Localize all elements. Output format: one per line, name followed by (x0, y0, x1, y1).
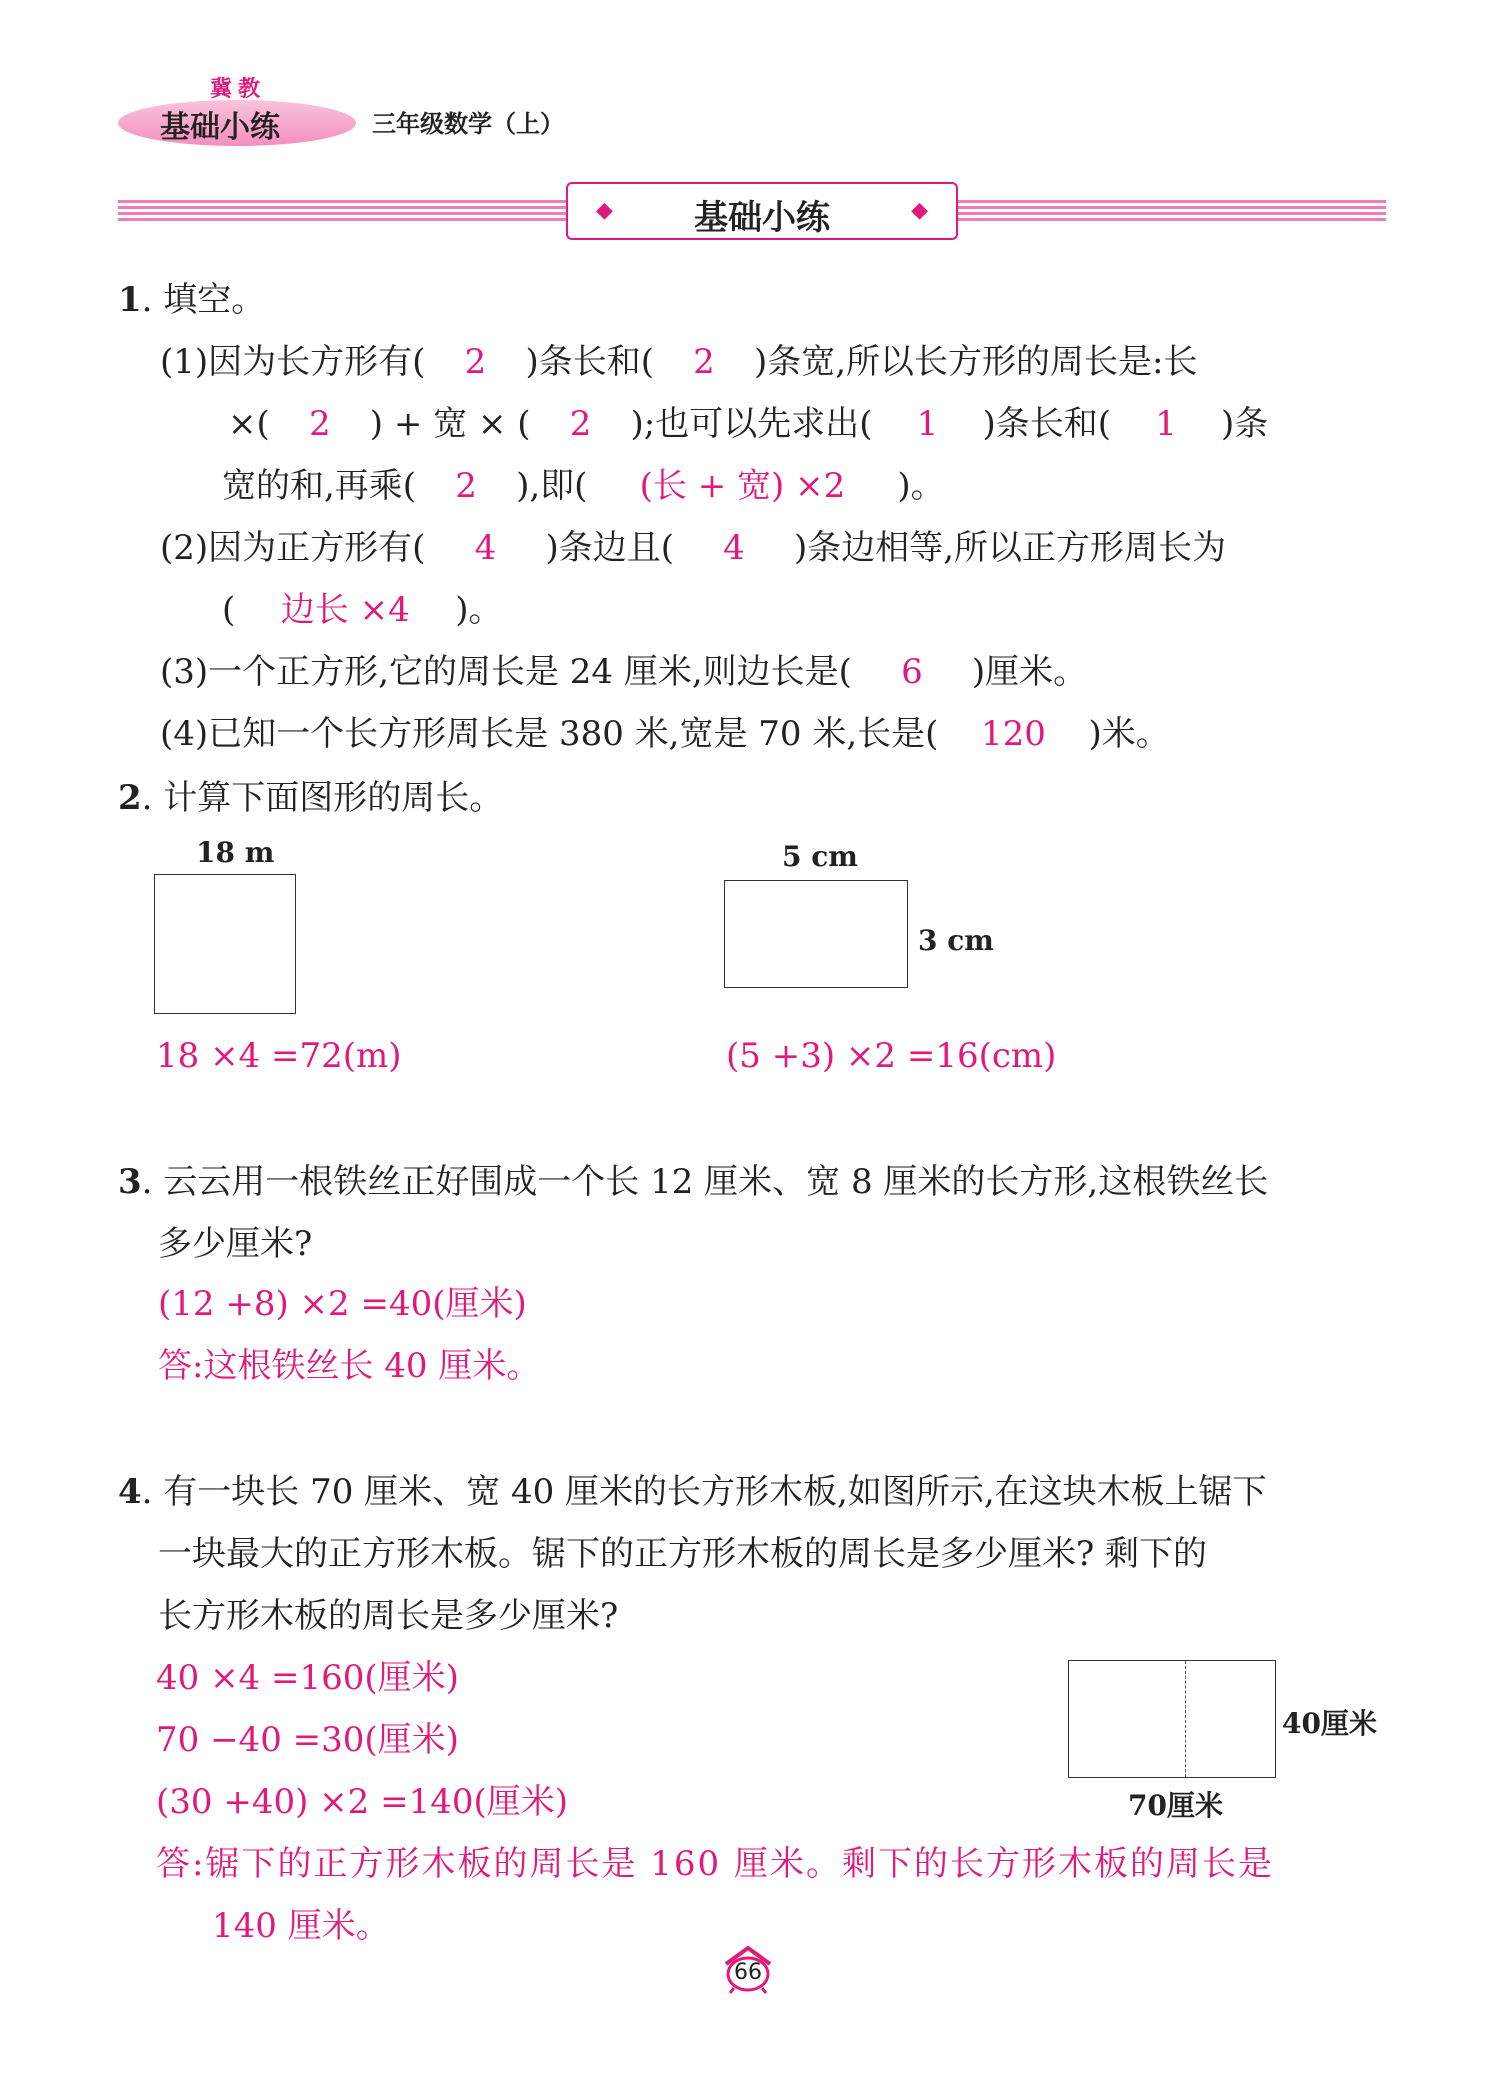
diamond-icon: ◆ (911, 198, 928, 223)
header-brand-top: 冀教 (210, 77, 267, 102)
q2-fig2-answer: (5 +3) ×2 =16(cm) (726, 1036, 1057, 1076)
q4-number: 4 (118, 1472, 142, 1512)
q1-p1-text: 宽的和,再乘( (222, 466, 417, 506)
q1-p2-text: )条边相等,所以正方形周长为 (793, 528, 1227, 568)
fill-blank: (长 + 宽) ×2 (639, 466, 846, 506)
q1-heading: 1. 填空。 (118, 280, 266, 320)
q1-p1-text: );也可以先求出( (630, 404, 873, 444)
q1-p4-text: )米。 (1088, 714, 1170, 754)
fill-blank: 2 (693, 342, 715, 382)
fill-blank: 1 (916, 404, 939, 444)
q3-text: 云云用一根铁丝正好围成一个长 12 厘米、宽 8 厘米的长方形,这根铁丝长 (163, 1162, 1269, 1202)
q4-line3: 长方形木板的周长是多少厘米? (158, 1596, 619, 1636)
q1-p2-text: )条边且( (545, 528, 674, 568)
q1-p1-text: )条长和( (525, 342, 654, 382)
q4-fig-side-label: 40厘米 (1282, 1707, 1377, 1740)
q1-p4-text: (4)已知一个长方形周长是 380 米,宽是 70 米,长是( (160, 714, 939, 754)
q4-fig-bottom-label: 70厘米 (1128, 1789, 1223, 1822)
header-subject: 三年级数学（上） (372, 110, 564, 138)
page-number-badge (718, 1944, 778, 1994)
q1-p4-line (160, 712, 1170, 756)
q2-fig2-side-label: 3 cm (918, 924, 994, 957)
q4-answer-calc2: 70 −40 =30(厘米) (156, 1720, 459, 1760)
q1-p1-text: )条 (1221, 404, 1269, 444)
q1-p2-text: )。 (455, 590, 503, 630)
q1-title: 填空。 (163, 280, 266, 320)
fill-blank: 1 (1155, 404, 1177, 444)
q2-title: 计算下面图形的周长。 (163, 778, 504, 818)
fill-blank: 6 (901, 652, 923, 692)
q4-text: 有一块长 70 厘米、宽 40 厘米的长方形木板,如图所示,在这块木板上锯下 (163, 1472, 1267, 1512)
fill-blank: 2 (569, 404, 592, 444)
fill-blank: 2 (455, 466, 477, 506)
q2-number: 2 (118, 778, 142, 818)
q3-number: 3 (118, 1162, 142, 1202)
q1-p1-text: )条长和( (982, 404, 1112, 444)
q1-p1-line1 (160, 340, 1198, 384)
page-number: 66 (734, 1960, 762, 1985)
header-brand: 基础小练 (160, 110, 280, 145)
q4-answer-text2: 140 厘米。 (212, 1906, 390, 1946)
q4-cut-line (1185, 1661, 1186, 1777)
q1-p3-text: )厘米。 (971, 652, 1088, 692)
section-title-box (566, 182, 958, 240)
q1-p1-text: ×( (228, 404, 270, 444)
q1-p2-line1 (160, 526, 1226, 570)
q1-p3-line (160, 650, 1087, 694)
q4-answer-calc3: (30 +40) ×2 =140(厘米) (156, 1782, 569, 1822)
q4-board-figure (1068, 1660, 1276, 1778)
q1-p1-line2 (228, 402, 1268, 446)
q1-p1-line3 (222, 464, 945, 508)
q1-p2-line2 (222, 588, 503, 632)
q1-p1-text: ),即( (516, 466, 588, 506)
fill-blank: 2 (308, 404, 331, 444)
q1-p1-text: ) + 宽 × ( (369, 404, 531, 444)
fill-blank: 4 (723, 528, 745, 568)
fill-blank: 4 (474, 528, 497, 568)
title-band-left (118, 200, 570, 222)
q2-fig1-answer: 18 ×4 =72(m) (156, 1036, 402, 1076)
q4-line1: 4. 有一块长 70 厘米、宽 40 厘米的长方形木板,如图所示,在这块木板上锯下 (118, 1472, 1267, 1512)
q1-p2-text: ( (222, 590, 236, 630)
q3-answer-calc: (12 +8) ×2 =40(厘米) (158, 1284, 527, 1324)
q1-number: 1 (118, 280, 142, 320)
q3-answer-text: 答:这根铁丝长 40 厘米。 (158, 1346, 541, 1386)
fill-blank: 2 (464, 342, 487, 382)
q2-heading: 2. 计算下面图形的周长。 (118, 778, 504, 818)
diamond-icon: ◆ (596, 198, 613, 223)
q1-p1-text: )条宽,所以长方形的周长是:长 (753, 342, 1198, 382)
q2-rectangle-figure (724, 880, 908, 988)
q2-fig1-label: 18 m (196, 836, 275, 869)
q4-answer-calc1: 40 ×4 =160(厘米) (156, 1658, 459, 1698)
section-title: 基础小练 (694, 198, 830, 238)
q2-fig2-top-label: 5 cm (782, 840, 858, 873)
q1-p3-text: (3)一个正方形,它的周长是 24 厘米,则边长是( (160, 652, 852, 692)
fill-blank: 120 (980, 714, 1046, 754)
q3-line2: 多少厘米? (158, 1224, 313, 1264)
title-band-right (950, 200, 1386, 222)
q3-line1: 3. 云云用一根铁丝正好围成一个长 12 厘米、宽 8 厘米的长方形,这根铁丝长 (118, 1162, 1269, 1202)
q4-line2: 一块最大的正方形木板。锯下的正方形木板的周长是多少厘米? 剩下的 (158, 1534, 1208, 1574)
q1-p1-text: (1)因为长方形有( (160, 342, 426, 382)
fill-blank: 边长 ×4 (280, 590, 410, 630)
q4-answer-text1: 答:锯下的正方形木板的周长是 160 厘米。剩下的长方形木板的周长是 (156, 1844, 1274, 1884)
q1-p1-text: )。 (897, 466, 945, 506)
q1-p2-text: (2)因为正方形有( (160, 528, 426, 568)
q2-square-figure (154, 874, 296, 1014)
